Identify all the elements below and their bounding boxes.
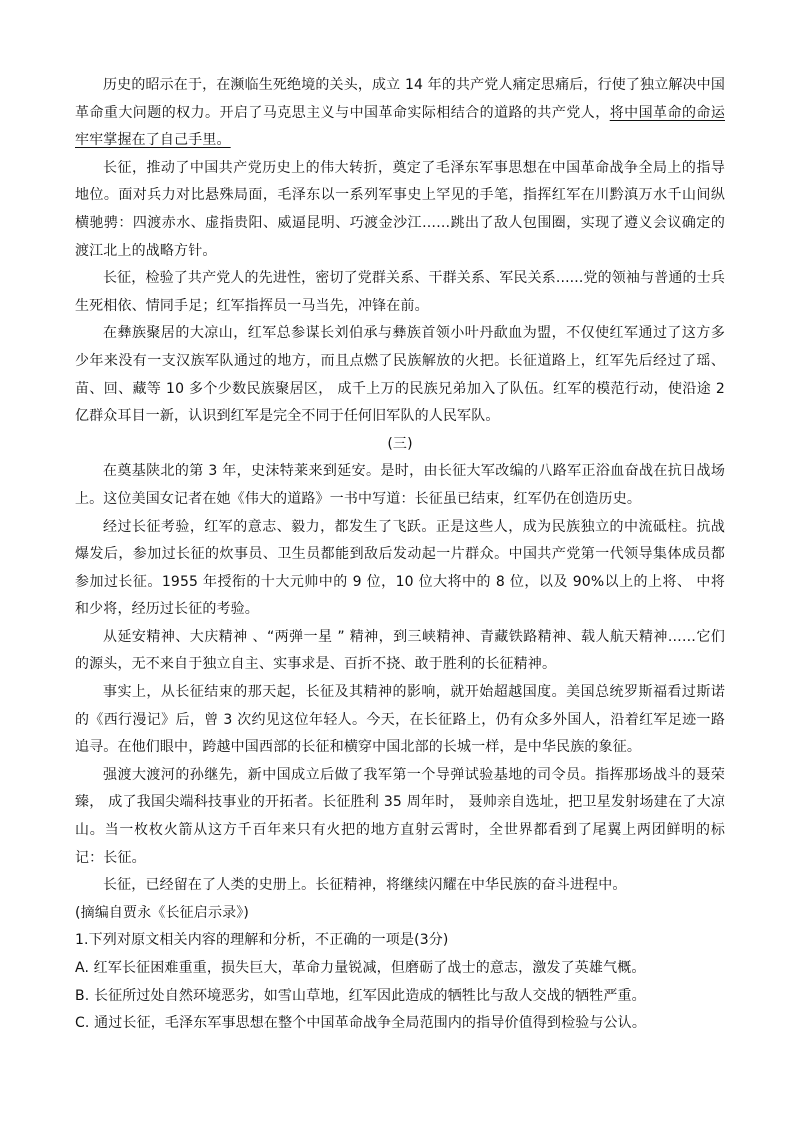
paragraph-5: 在奠基陕北的第 3 年，史沫特莱来到延安。是时，由长征大军改编的八路军正浴血奋战在抗日战场上。这位美国女记者在她《伟大的道路》一书中写道：长征虽已结束，红军仍在创造历史。 bbox=[75, 463, 725, 507]
option-a: A. 红军长征困难重重，损失巨大，革命力量锐减，但磨砺了战士的意志，激发了英雄气概。 bbox=[75, 960, 646, 976]
question-stem: 1.下列对原文相关内容的理解和分析，不正确的一项是(3分) bbox=[75, 932, 449, 949]
section-heading: (三) bbox=[387, 435, 413, 452]
option-c: C. 通过长征，毛泽东军事思想在整个中国革命战争全局范围内的指导价值得到检验与公认。 bbox=[75, 1015, 646, 1032]
paragraph-2: 长征，推动了中国共产党历史上的伟大转折，奠定了毛泽东军事思想在中国革命战争全局上的指导地位。面对兵力对比悬殊局面，毛泽东以一系列军事史上罕见的手笔，指挥红军在川黔滇万水千山间纵横驰骋：四渡赤水、虚指贵阳、威逼昆明、巧渡金沙江……跳出了敌人包围圈，实现了遵义会议确定的渡江北上的战略方针。 bbox=[75, 159, 725, 259]
paragraph-7: 从延安精神、大庆精神 、“两弹一星 ” 精神，到三峡精神、青藏铁路精神、载人航天精神……它们的源头，无不来自于独立自主、实事求是、百折不挠、敢于胜利的长征精神。 bbox=[75, 628, 725, 673]
paragraph-3: 长征，检验了共产党人的先进性，密切了党群关系、干群关系、军民关系......党的领袖与普通的士兵生死相依、情同手足；红军指挥员一马当先，冲锋在前。 bbox=[75, 270, 725, 314]
underlined-sentence: 将中国革命的命运牢牢掌握在了自己手里。 bbox=[75, 104, 725, 149]
paragraph-8: 事实上，从长征结束的那天起，长征及其精神的影响，就开始超越国度。美国总统罗斯福看过斯诺的《西行漫记》后，曾 3 次约见这位年轻人。今天，在长征路上，仍有众多外国人，沿着红军足迹一路追寻。在他们眼中，跨越中国西部的长征和横穿中国北部的长城一样，是中华民族的象征。 bbox=[75, 684, 725, 756]
option-b: B. 长征所过处自然环境恶劣，如雪山草地，红军因此造成的牺牲比与敌人交战的牺牲严重。 bbox=[75, 987, 646, 1004]
article-body bbox=[75, 72, 725, 1038]
paragraph-1 bbox=[75, 72, 725, 155]
paragraph-6: 经过长征考验，红军的意志、毅力，都发生了飞跃。正是这些人，成为民族独立的中流砥柱。抗战爆发后，参加过长征的炊事员、卫生员都能到敌后发动起一片群众。中国共产党第一代领导集体成员都参加过长征。1955 年授衔的十大元帅中的 9 位，10 位大将中的 8 位，以及 90%以上的上将、 中将和少将，经历过长征的考验。 bbox=[75, 518, 725, 618]
paragraph-10: 长征，已经留在了人类的史册上。长征精神，将继续闪耀在中华民族的奋斗进程中。 bbox=[103, 877, 627, 894]
paragraph-9: 强渡大渡河的孙继先，新中国成立后做了我军第一个导弹试验基地的司令员。指挥那场战斗的聂荣臻， 成了我国尖端科技事业的开拓者。长征胜利 35 周年时， 聂帅亲自选址，把卫星发射场建在了大凉山。当一枚枚火箭从这方千百年来只有火把的地方直射云霄时，全世界都看到了尾翼上两团鲜明的标记：长征。 bbox=[75, 766, 725, 866]
source-citation: (摘编自贾永《长征启示录》) bbox=[75, 904, 250, 921]
paragraph-4: 在彝族聚居的大凉山，红军总参谋长刘伯承与彝族首领小叶丹歃血为盟，不仅使红军通过了这方多少年来没有一支汉族军队通过的地方，而且点燃了民族解放的火把。长征道路上，红军先后经过了瑶、苗、回、藏等 10 多个少数民族聚居区， 成千上万的民族兄弟加入了队伍。红军的模范行动，使沿途 2 亿群众耳目一新，认识到红军是完全不同于任何旧军队的人民军队。 bbox=[75, 325, 725, 425]
paragraph-1-text: 历史的昭示在于，在濒临生死绝境的关头，成立 14 年的共产党人痛定思痛后，行使了独立解决中国革命重大问题的权力。开启了马克思主义与中国革命实际相结合的道路的共产党人， bbox=[75, 77, 725, 121]
